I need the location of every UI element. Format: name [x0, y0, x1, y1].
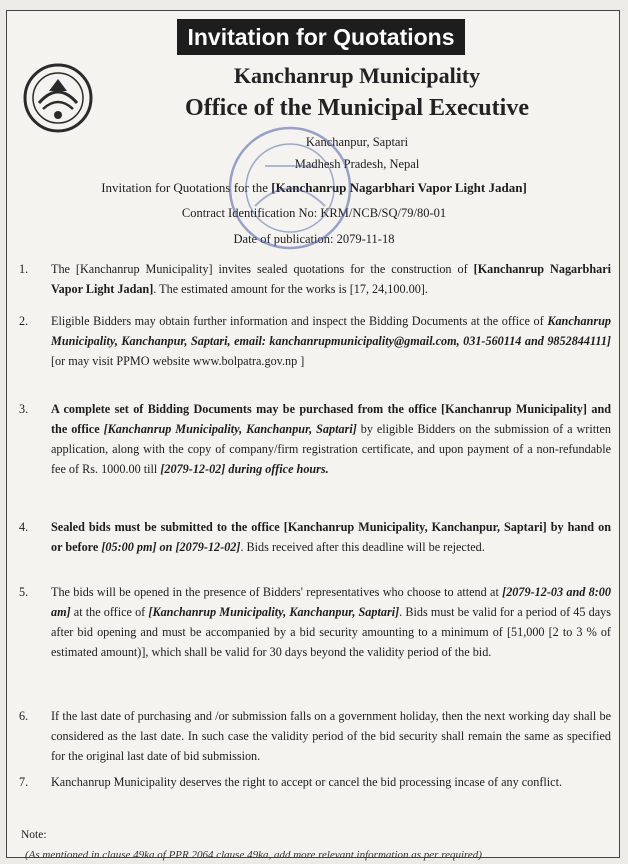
clause-text-part: Eligible Bidders may obtain further information and inspect the Bidding Documents at the office of	[51, 314, 548, 328]
clause-text-part: at the office of	[70, 605, 149, 619]
address-line-2: Madhesh Pradesh, Nepal	[294, 157, 420, 171]
clause-item	[15, 259, 611, 299]
clause-text	[51, 582, 611, 662]
clause-text-part: A complete set of Bidding Documents may be purchased from the office [Kanchanrup Municipality] and the office	[51, 402, 611, 436]
clause-item	[15, 706, 611, 766]
clause-item	[15, 772, 611, 792]
note-label: Note:	[21, 829, 47, 841]
notice-sheet	[6, 10, 620, 861]
clause-text-part: Sealed bids must be submitted to the office [Kanchanrup Municipality, Kanchanpur, Saptari] by hand on or before	[51, 520, 611, 554]
clause-number: 7.	[19, 775, 29, 789]
clause-office-address: [Kanchanrup Municipality, Kanchanpur, Saptari]	[103, 422, 357, 436]
clause-item	[15, 311, 611, 371]
clause-text-part: by eligible Bidders on the submission of a written application, along with the copy of company/firm registration certificate, and upon payment of a non-refundable fee of Rs. 1000.00 till	[51, 422, 612, 476]
clause-submission-deadline: [05:00 pm] on [2079-12-02]	[101, 540, 241, 554]
clause-project-name: [Kanchanrup Nagarbhari Vapor Light Jadan]	[51, 262, 611, 296]
clause-number: 6.	[19, 709, 29, 723]
clause-item	[15, 582, 611, 662]
contract-label: Contract Identification No:	[181, 206, 321, 220]
publication-value: 2079-11-18	[336, 232, 395, 246]
clause-contact-details: Kanchanrup Municipality, Kanchanpur, Saptari, email: kanchanrupmunicipality@gmail.com, 031-560114 and 9852844111]	[51, 314, 611, 348]
clause-text-part: . The estimated amount for the works is [17, 24,100.00].	[153, 282, 428, 296]
clause-number: 5.	[19, 585, 29, 599]
clause-text: Kanchanrup Municipality deserves the right to accept or cancel the bid processing incase of any conflict.	[51, 775, 563, 789]
subtitle-project: [Kanchanrup Nagarbhari Vapor Light Jadan]	[271, 180, 527, 195]
municipality-logo	[21, 61, 95, 135]
clause-text-part: The [Kanchanrup Municipality] invites sealed quotations for the construction of	[51, 262, 474, 276]
notice-title-banner: Invitation for Quotations	[177, 19, 465, 55]
invitation-subtitle	[7, 180, 621, 196]
clause-number: 1.	[19, 262, 29, 276]
subtitle-prefix: Invitation for Quotations for the	[101, 180, 272, 195]
address-line-1: Kanchanpur, Saptari	[305, 135, 409, 149]
clause-text	[51, 311, 611, 371]
clause-text-part: . Bids must be valid for a period of 45 days after bid opening and must be accompanied by a bid security amounting to a minimum of [51,000 [2 to 3 % of estimated amount)], which shall be valid for 30 days beyond the validity period of the bid.	[51, 605, 611, 659]
office-name: Office of the Municipal Executive	[185, 95, 529, 121]
note-text: (As mentioned in clause 49ka of PPR 2064 clause 49ka, add more relevant information as per required)	[25, 849, 482, 861]
clause-text-part: [or may visit PPMO website www.bolpatra.gov.np ]	[51, 354, 305, 368]
publication-date	[7, 232, 621, 247]
clause-text	[51, 399, 611, 479]
clause-text-part: The bids will be opened in the presence of Bidders' representatives who choose to attend at	[51, 585, 503, 599]
clause-opening-date: [2079-12-03 and 8:00 am]	[51, 585, 611, 619]
organization-name: Kanchanrup Municipality	[233, 63, 481, 88]
clause-text	[51, 259, 611, 299]
clause-item	[15, 517, 611, 557]
clause-text: If the last date of purchasing and /or submission falls on a government holiday, then the next working day shall be considered as the last date. In such case the validity period of the bid security shall remain the same as specified for the original last date of bid submission.	[51, 709, 611, 763]
clause-deadline: [2079-12-02] during office hours.	[160, 462, 329, 476]
clause-number: 3.	[19, 402, 29, 416]
clause-opening-office: [Kanchanrup Municipality, Kanchanpur, Saptari]	[148, 605, 400, 619]
contract-number: KRM/NCB/SQ/79/80-01	[320, 206, 447, 220]
clause-text-part: . Bids received after this deadline will be rejected.	[240, 540, 485, 554]
publication-label: Date of publication:	[233, 232, 337, 246]
clause-number: 4.	[19, 520, 29, 534]
clause-item	[15, 399, 611, 479]
contract-identification	[7, 206, 621, 221]
clause-number: 2.	[19, 314, 29, 328]
clause-text	[51, 517, 611, 557]
